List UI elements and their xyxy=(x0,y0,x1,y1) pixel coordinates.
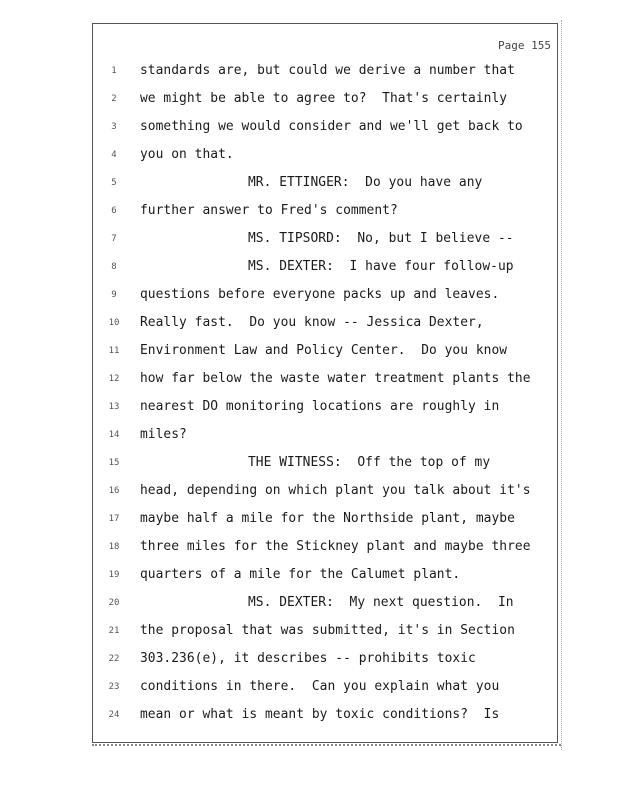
line-text: MR. ETTINGER: Do you have any xyxy=(248,175,483,190)
transcript-line xyxy=(93,314,559,336)
line-number: 5 xyxy=(111,178,117,188)
transcript-line xyxy=(93,622,559,644)
line-number: 7 xyxy=(111,234,117,244)
line-text: Environment Law and Policy Center. Do you know xyxy=(140,343,508,358)
line-number: 16 xyxy=(108,486,120,496)
line-text: standards are, but could we derive a number that xyxy=(140,63,515,78)
line-number: 9 xyxy=(111,290,117,300)
line-number: 22 xyxy=(108,654,120,664)
line-number: 19 xyxy=(108,570,120,580)
line-text: three miles for the Stickney plant and maybe three xyxy=(140,539,531,554)
transcript-line xyxy=(93,650,559,672)
line-number: 14 xyxy=(108,430,120,440)
line-text: how far below the waste water treatment plants the xyxy=(140,371,531,386)
line-number: 23 xyxy=(108,682,120,692)
line-text: miles? xyxy=(140,427,187,442)
transcript-line xyxy=(93,594,559,616)
transcript-line xyxy=(93,538,559,560)
line-number: 11 xyxy=(108,346,120,356)
page-number: Page 155 xyxy=(498,39,551,52)
line-text: THE WITNESS: Off the top of my xyxy=(248,455,491,470)
transcript-line xyxy=(93,454,559,476)
line-number: 15 xyxy=(108,458,120,468)
transcript-line xyxy=(93,174,559,196)
line-number: 2 xyxy=(111,94,117,104)
line-number: 12 xyxy=(108,374,120,384)
transcript-line xyxy=(93,118,559,140)
line-text: MS. DEXTER: I have four follow-up xyxy=(248,259,514,274)
line-text: further answer to Fred's comment? xyxy=(140,203,398,218)
line-text: quarters of a mile for the Calumet plant. xyxy=(140,567,461,582)
line-number: 21 xyxy=(108,626,120,636)
line-number: 8 xyxy=(111,262,117,272)
transcript-line xyxy=(93,258,559,280)
transcript-line xyxy=(93,482,559,504)
transcript-line xyxy=(93,62,559,84)
line-text: questions before everyone packs up and leaves. xyxy=(140,287,500,302)
line-text: you on that. xyxy=(140,147,234,162)
transcript-line xyxy=(93,566,559,588)
transcript-page xyxy=(92,23,558,743)
line-number: 13 xyxy=(108,402,120,412)
transcript-line xyxy=(93,286,559,308)
line-number: 18 xyxy=(108,542,120,552)
line-text: nearest DO monitoring locations are roughly in xyxy=(140,399,500,414)
line-text: MS. DEXTER: My next question. In xyxy=(248,595,514,610)
line-text: the proposal that was submitted, it's in Section xyxy=(140,623,515,638)
transcript-line xyxy=(93,398,559,420)
transcript-line xyxy=(93,146,559,168)
line-number: 1 xyxy=(111,66,117,76)
line-number: 6 xyxy=(111,206,117,216)
line-text: we might be able to agree to? That's certainly xyxy=(140,91,508,106)
transcript-line xyxy=(93,426,559,448)
line-number: 24 xyxy=(108,710,120,720)
line-text: conditions in there. Can you explain what you xyxy=(140,679,500,694)
line-text: MS. TIPSORD: No, but I believe -- xyxy=(248,231,514,246)
transcript-line xyxy=(93,342,559,364)
line-number: 17 xyxy=(108,514,120,524)
transcript-line xyxy=(93,510,559,532)
transcript-line xyxy=(93,678,559,700)
line-text: head, depending on which plant you talk about it's xyxy=(140,483,531,498)
line-text: Really fast. Do you know -- Jessica Dexter, xyxy=(140,315,484,330)
line-text: mean or what is meant by toxic conditions? Is xyxy=(140,707,500,722)
line-text: something we would consider and we'll get back to xyxy=(140,119,523,134)
transcript-line xyxy=(93,230,559,252)
line-number: 4 xyxy=(111,150,117,160)
line-text: maybe half a mile for the Northside plant, maybe xyxy=(140,511,515,526)
transcript-line xyxy=(93,370,559,392)
transcript-line xyxy=(93,90,559,112)
line-number: 3 xyxy=(111,122,117,132)
line-number: 20 xyxy=(108,598,120,608)
line-text: 303.236(e), it describes -- prohibits toxic xyxy=(140,651,476,666)
page-edge-shadow xyxy=(561,20,563,750)
line-number: 10 xyxy=(108,318,120,328)
transcript-line xyxy=(93,202,559,224)
transcript-line xyxy=(93,706,559,728)
